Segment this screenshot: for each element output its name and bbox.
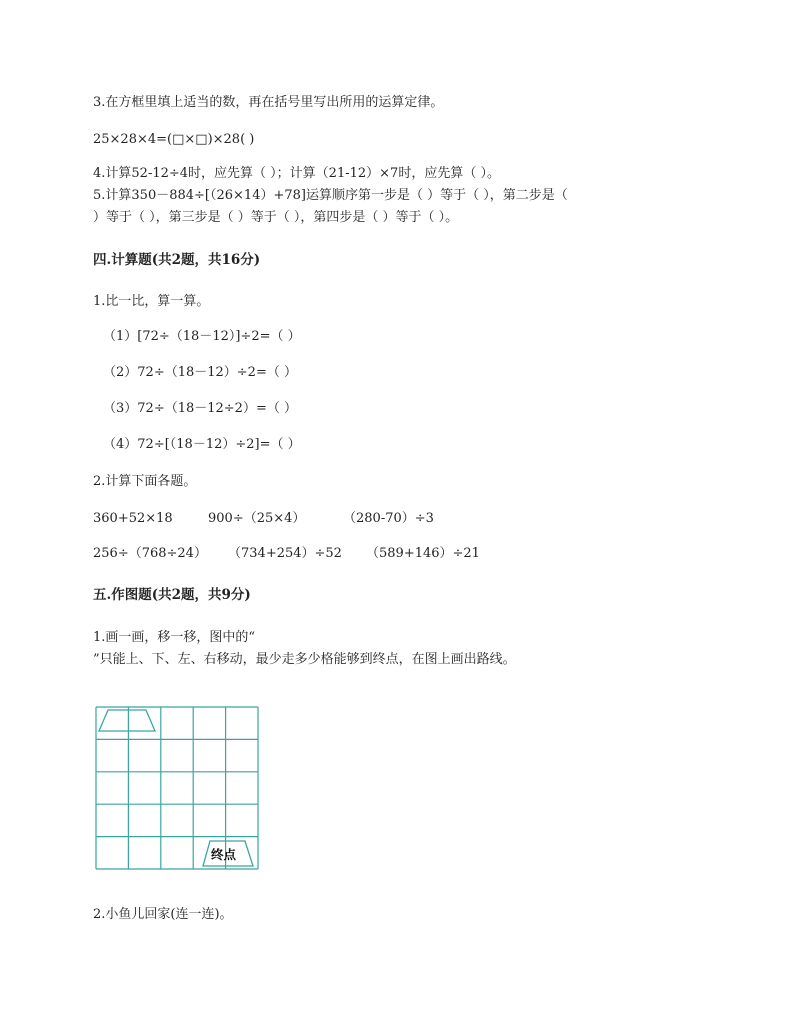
s4-item-4: （4）72÷[（18－12）÷2]=（ ） bbox=[103, 437, 301, 452]
s4-item-1: （1）[72÷（18－12）]÷2=（ ） bbox=[103, 329, 301, 344]
trapezoid-shape bbox=[99, 710, 155, 731]
calc-2-3: （589+146）÷21 bbox=[366, 546, 480, 561]
s5-q1-line1: 1.画一画，移一移，图中的“ bbox=[93, 630, 256, 645]
section4-heading: 四.计算题(共2题，共16分) bbox=[93, 252, 261, 268]
s4-q1-text: 1.比一比，算一算。 bbox=[93, 294, 210, 309]
s5-q1-line2: ”只能上、下、左、右移动，最少走多少格能够到终点，在图上画出路线。 bbox=[93, 652, 516, 667]
q5-line1: 5.计算350－884÷[（26×14）+78]运算顺序第一步是（ ）等于（ ），第二步是（ bbox=[93, 188, 568, 203]
q5-line2: ）等于（ ），第三步是（ ）等于（ ），第四步是（ ）等于（ ）。 bbox=[93, 210, 459, 225]
calc-row-1 bbox=[93, 511, 434, 527]
s4-q2-text: 2.计算下面各题。 bbox=[93, 474, 197, 489]
section5-heading: 五.作图题(共2题，共9分) bbox=[93, 587, 251, 603]
calc-1-1: 360+52×18 bbox=[93, 511, 173, 526]
q3-expression: 25×28×4=(□×□)×28( ) bbox=[93, 132, 255, 147]
s4-item-2: （2）72÷（18－12）÷2=（ ） bbox=[103, 365, 297, 380]
q4-text: 4.计算52-12÷4时，应先算（ ）；计算（21-12）×7时，应先算（ ）。 bbox=[93, 166, 500, 181]
path-grid bbox=[95, 706, 259, 870]
s4-item-3: （3）72÷（18－12÷2）=（ ） bbox=[103, 401, 297, 416]
s5-q2-text: 2.小鱼儿回家(连一连)。 bbox=[93, 907, 233, 922]
calc-1-2: 900÷（25×4） bbox=[208, 511, 306, 526]
calc-row-2 bbox=[93, 546, 480, 562]
q3-text: 3.在方框里填上适当的数，再在括号里写出所用的运算定律。 bbox=[93, 95, 444, 110]
calc-1-3: （280-70）÷3 bbox=[343, 511, 434, 526]
calc-2-1: 256÷（768÷24） bbox=[93, 546, 207, 561]
calc-2-2: （734+254）÷52 bbox=[228, 546, 342, 561]
goal-label: 终点 bbox=[211, 847, 237, 862]
